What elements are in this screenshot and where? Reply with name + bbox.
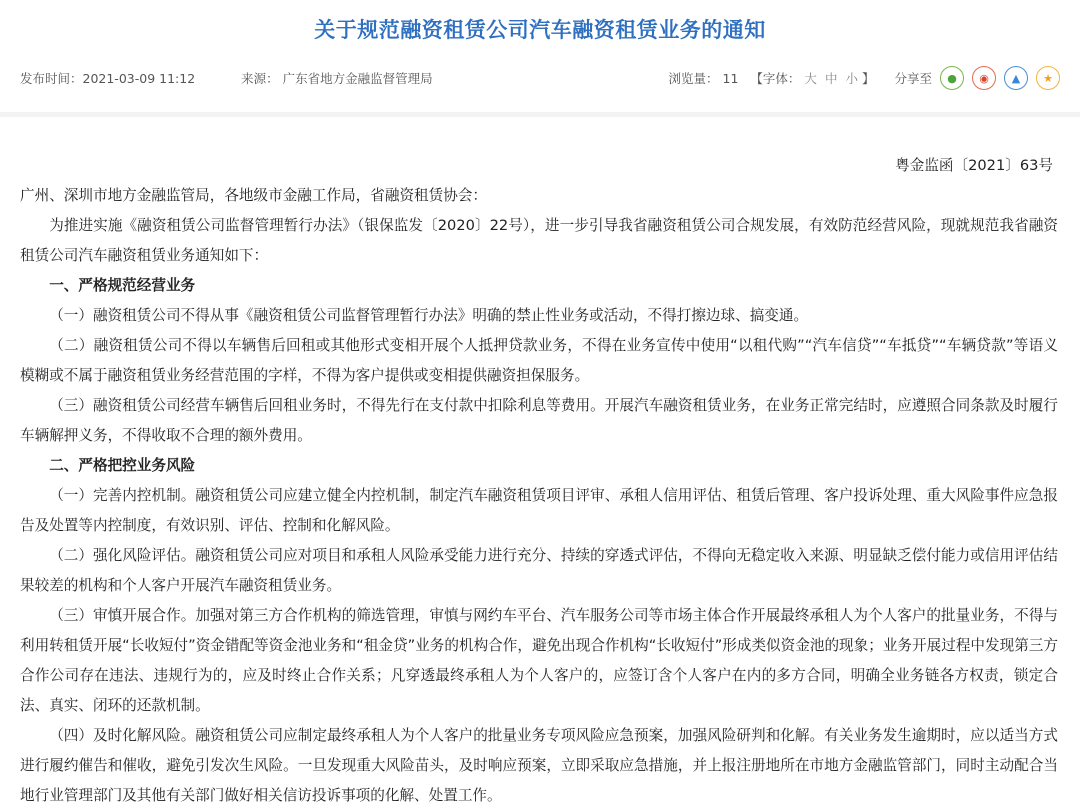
paragraph: （三）融资租赁公司经营车辆售后回租业务时，不得先行在支付款中扣除利息等费用。开展汽车融资租赁业务，在业务正常完结时，应遵照合同条款及时履行车辆解押义务，不得收取不合理的额外费用。: [20, 397, 1058, 444]
article-meta: [0, 58, 1080, 98]
share-label: 分享至: [894, 71, 932, 86]
paragraph: （二）强化风险评估。融资租赁公司应对项目和承租人风险承受能力进行充分、持续的穿透式评估，不得向无稳定收入来源、明显缺乏偿付能力或信用评估结果较差的机构和个人客户开展汽车融资租赁业务。: [20, 547, 1058, 594]
article-body: [0, 151, 1080, 811]
paragraph: （一）融资租赁公司不得从事《融资租赁公司监督管理暂行办法》明确的禁止性业务或活动，不得打擦边球、搞变通。: [49, 307, 809, 324]
font-small-button[interactable]: 小: [845, 71, 858, 86]
paragraph: （四）及时化解风险。融资租赁公司应制定最终承租人为个人客户的批量业务专项风险应急预案，加强风险研判和化解。有关业务发生逾期时，应以适当方式进行履约催告和催收，避免引发次生风险。一旦发现重大风险苗头，及时响应预案，立即采取应急措施，并上报注册地所在市地方金融监管部门，同时主动配合当地行业管理部门及其他有关部门做好相关信访投诉事项的化解、处置工作。: [20, 727, 1058, 804]
intro-paragraph: 为推进实施《融资租赁公司监督管理暂行办法》（银保监发〔2020〕22号），进一步引导我省融资租赁公司合规发展，有效防范经营风险，现就规范我省融资租赁公司汽车融资租赁业务通知如下：: [20, 217, 1058, 264]
page-title: 关于规范融资租赁公司汽车融资租赁业务的通知: [314, 18, 766, 42]
paragraph: （一）完善内控机制。融资租赁公司应建立健全内控机制，制定汽车融资租赁项目评审、承租人信用评估、租赁后管理、客户投诉处理、重大风险事件应急报告及处置等内控制度，有效识别、评估、控制和化解风险。: [20, 487, 1058, 534]
document-number: 粤金监函〔2021〕63号: [895, 157, 1053, 174]
wechat-icon[interactable]: ●: [940, 66, 964, 90]
favorite-icon[interactable]: ★: [1036, 66, 1060, 90]
view-count: 浏览量： 11: [668, 71, 739, 86]
section-heading: 二、严格把控业务风险: [49, 457, 196, 474]
qq-icon[interactable]: ▲: [1004, 66, 1028, 90]
weibo-icon[interactable]: ◉: [972, 66, 996, 90]
addressee: 广州、深圳市地方金融监管局，各地级市金融工作局，省融资租赁协会：: [20, 187, 488, 204]
font-size-selector: [750, 69, 874, 87]
font-label-close: 】: [861, 71, 875, 86]
source: 来源： 广东省地方金融监督管理局: [241, 71, 433, 86]
font-medium-button[interactable]: 中: [824, 71, 838, 86]
font-label: 【字体：: [750, 71, 801, 86]
paragraph: （二）融资租赁公司不得以车辆售后回租或其他形式变相开展个人抵押贷款业务，不得在业务宣传中使用“以租代购”“汽车信贷”“车抵贷”“车辆贷款”等语义模糊或不属于融资租赁业务经营范围的字样，不得为客户提供或变相提供融资担保服务。: [20, 337, 1058, 384]
divider: [0, 112, 1080, 117]
paragraph: （三）审慎开展合作。加强对第三方合作机构的筛选管理，审慎与网约车平台、汽车服务公司等市场主体合作开展最终承租人为个人客户的批量业务，不得与利用转租赁开展“长收短付”资金错配等资金池业务和“租金贷”业务的机构合作，避免出现合作机构“长收短付”形成类似资金池的现象；业务开展过程中发现第三方合作公司存在违法、违规行为的，应及时终止合作关系；凡穿透最终承租人为个人客户的，应签订含个人客户在内的多方合同，明确全业务链各方权责，锁定合法、真实、闭环的还款机制。: [20, 607, 1058, 714]
publish-time: 发布时间：2021-03-09 11:12: [20, 71, 196, 86]
section-heading: 一、严格规范经营业务: [49, 277, 196, 294]
font-large-button[interactable]: 大: [804, 71, 817, 86]
